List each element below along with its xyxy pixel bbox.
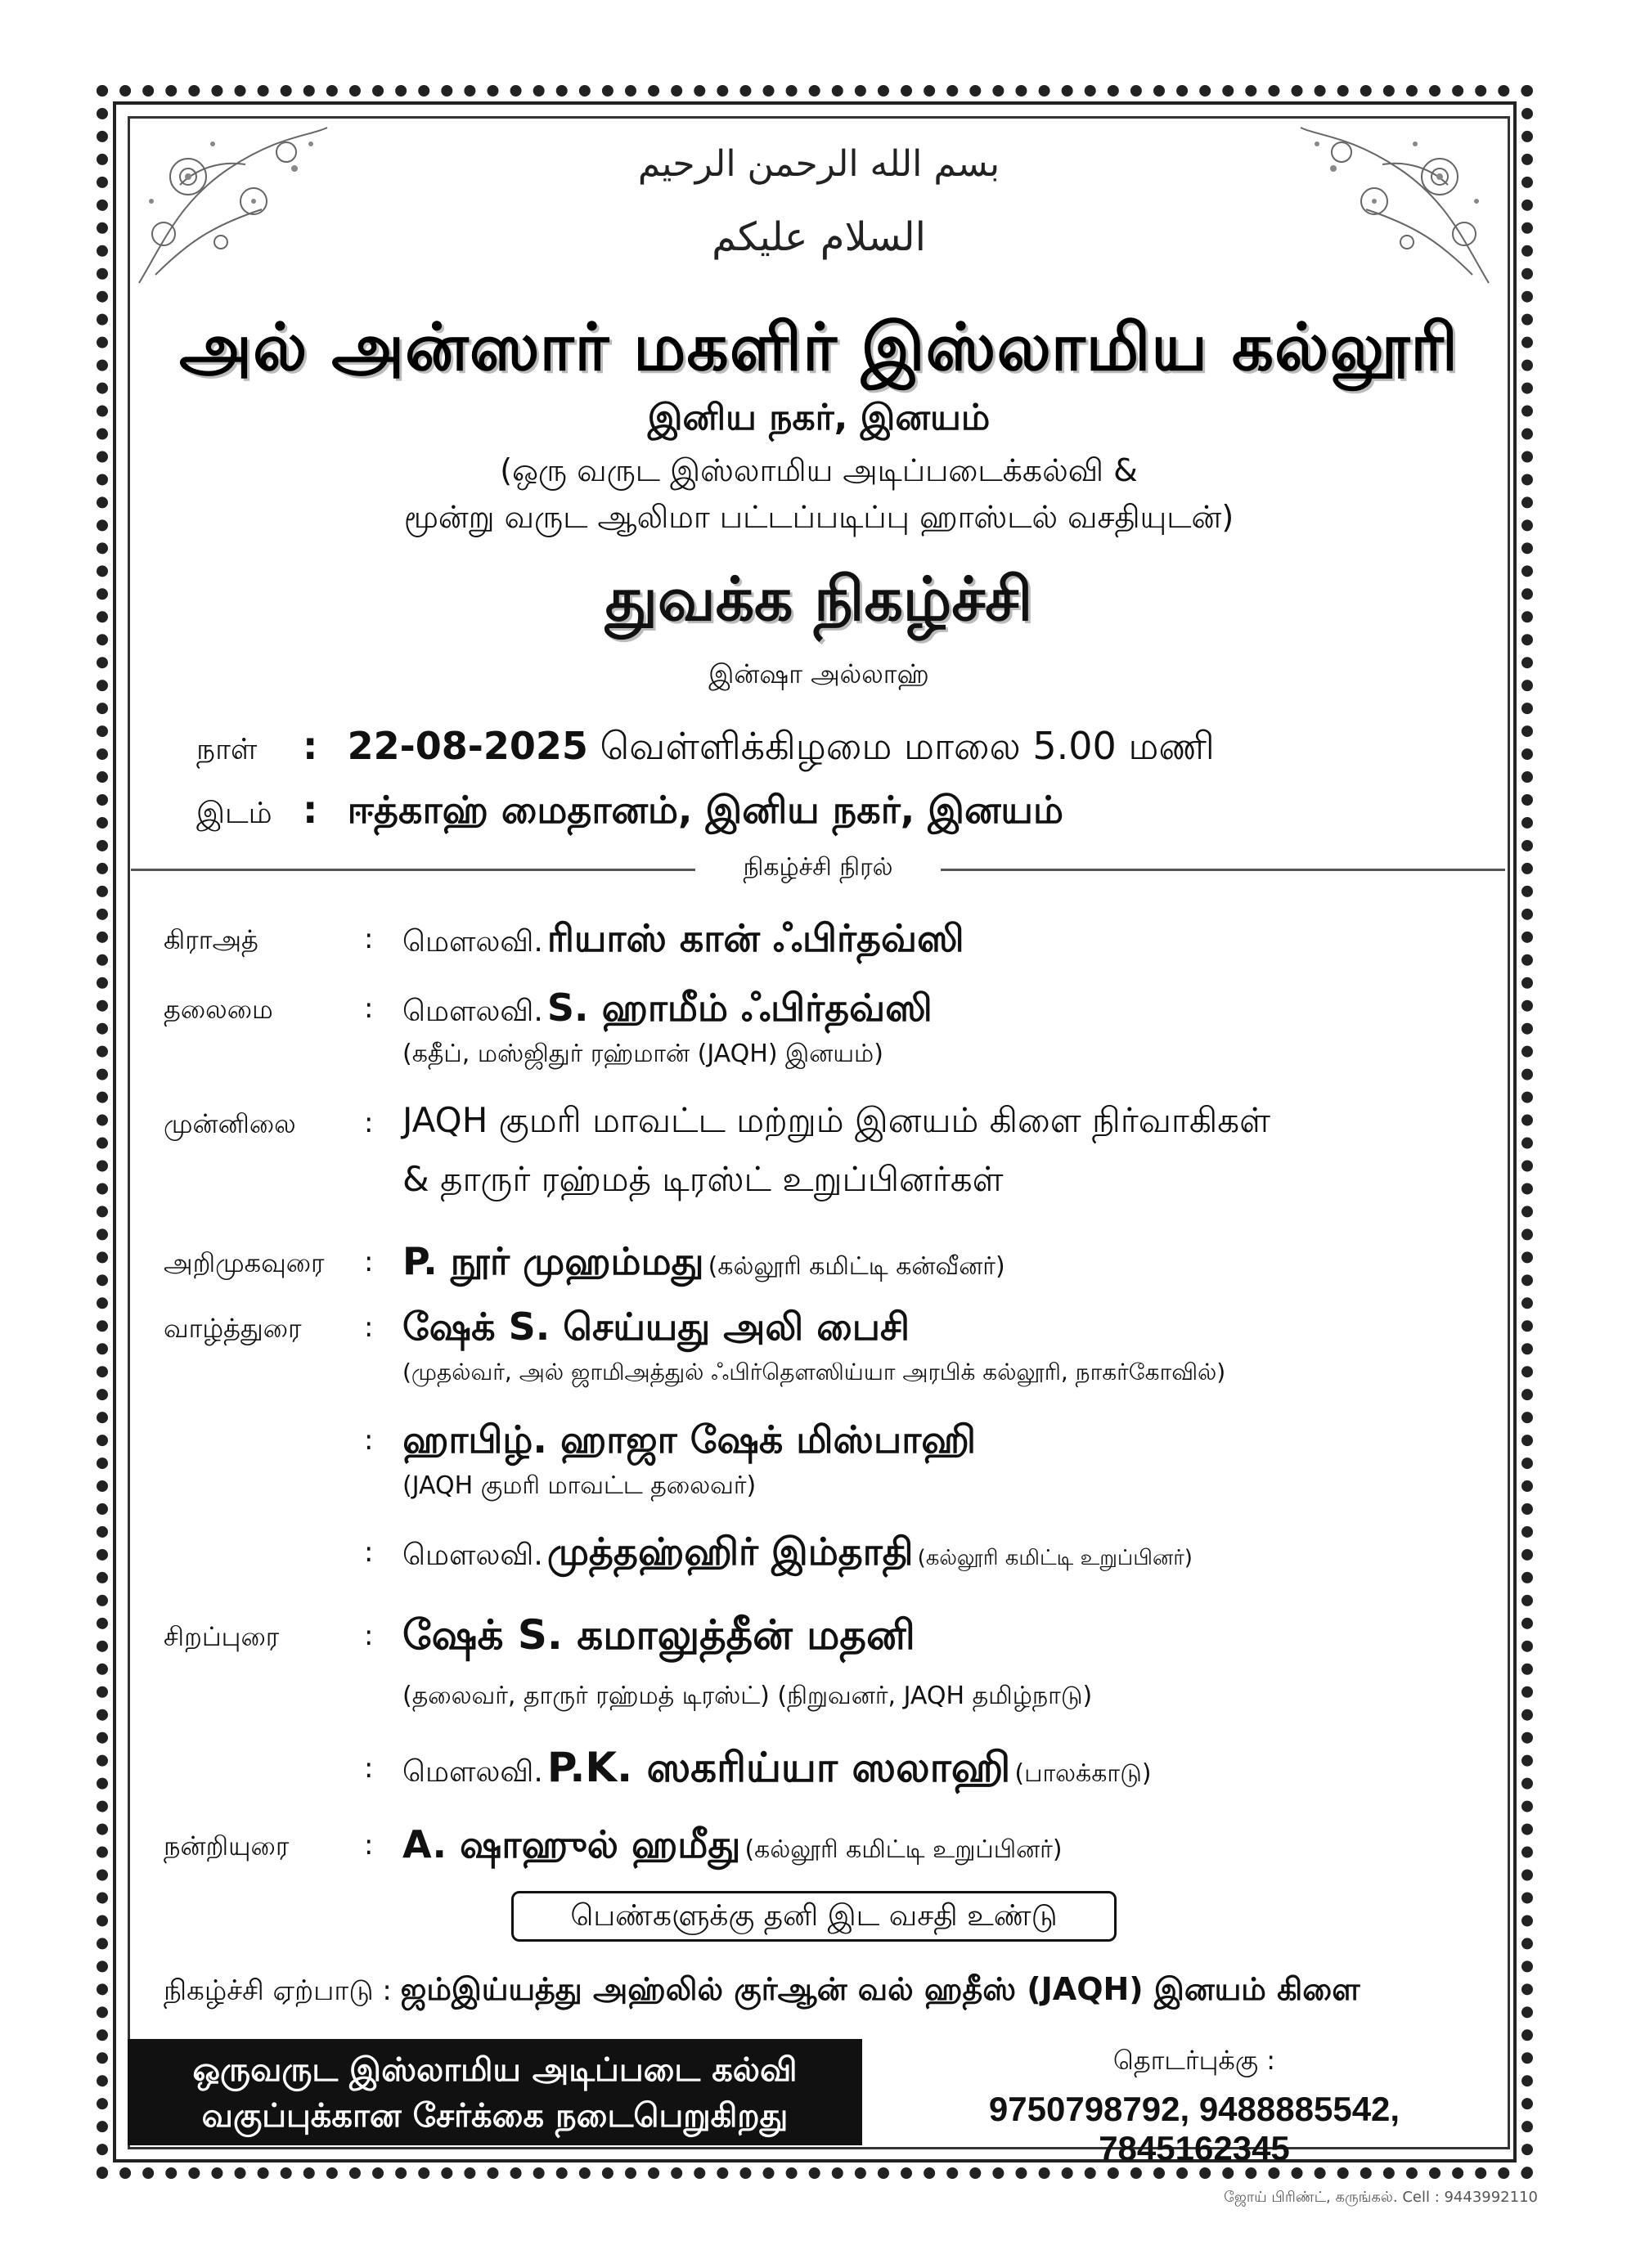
admission-banner <box>128 2039 862 2145</box>
speaker-name: ஹாபிழ். ஹாஜா ஷேக் மிஸ்பாஹி <box>402 1417 976 1462</box>
venue-value: ஈத்காஹ் மைதானம், இனிய நகர், இனயம் <box>347 788 1064 832</box>
speaker-name: P. நூர் முஹம்மது <box>402 1239 704 1283</box>
speaker-note: (தலைவர், தாருர் ரஹ்மத் டிரஸ்ட்) (நிறுவனர், JAQH தமிழ்நாடு) <box>402 1682 1093 1710</box>
speaker-note: (கல்லூரி கமிட்டி உறுப்பினர்) <box>744 1835 1063 1864</box>
name-prefix: மௌலவி. <box>402 925 543 959</box>
separate-seating-notice: பெண்களுக்கு தனி இட வசதி உண்டு <box>511 1891 1117 1942</box>
role-label: அறிமுகவுரை <box>164 1247 325 1278</box>
speaker-name: முத்தஹ்ஹிர் இம்தாதி <box>546 1529 914 1574</box>
programme-label: நிகழ்ச்சி நிரல் <box>695 853 941 885</box>
event-date-row: நாள் : 22-08-2025 வெள்ளிக்கிழமை மாலை 5.00 மணி <box>196 724 1215 774</box>
name-prefix: மௌலவி. <box>402 1755 543 1789</box>
speaker-note: (கல்லூரி கமிட்டி கன்வீனர்) <box>708 1252 1005 1281</box>
role-label: தலைமை <box>164 994 273 1025</box>
speaker-note: (JAQH குமரி மாவட்ட தலைவர்) <box>402 1471 757 1500</box>
printer-credit: ஜோய் பிரிண்ட், கருங்கல். Cell : 9443992110 <box>1224 2189 1538 2206</box>
venue-label: இடம் <box>196 797 272 830</box>
speaker-note: (முதல்வர், அல் ஜாமிஅத்துல் ஃபிர்தௌஸிய்யா அரபிக் கல்லூரி, நாகர்கோவில்) <box>402 1359 1226 1386</box>
college-location: இனிய நகர், இனயம் <box>647 397 991 438</box>
admission-line1: ஒருவருட இஸ்லாமிய அடிப்படை கல்வி <box>192 2051 798 2089</box>
college-name: அல் அன்ஸார் மகளிர் இஸ்லாமிய கல்லூரி <box>179 309 1458 385</box>
name-prefix: மௌலவி. <box>402 1538 543 1572</box>
organizer-value: ஜம்இய்யத்து அஹ்லில் குர்ஆன் வல் ஹதீஸ் (JAQH) இனயம் கிளை <box>400 1971 1360 2007</box>
presence-line1: JAQH குமரி மாவட்ட மற்றும் இனயம் கிளை நிர்வாகிகள் <box>402 1100 1271 1140</box>
role-label: வாழ்த்துரை <box>164 1313 302 1344</box>
event-venue-row: இடம் : ஈத்காஹ் மைதானம், இனிய நகர், இனயம் <box>196 788 1063 838</box>
speaker-name: ரியாஸ் கான் ஃபிர்தவ்ஸி <box>546 916 964 960</box>
speaker-name: P.K. ஸகரிய்யா ஸலாஹி <box>546 1744 1011 1791</box>
organizer-row: நிகழ்ச்சி ஏற்பாடு : ஜம்இய்யத்து அஹ்லில் குர்ஆன் வல் ஹதீஸ் (JAQH) இனயம் கிளை <box>164 1971 1360 2007</box>
role-label: முன்னிலை <box>164 1108 296 1139</box>
speaker-note: (கல்லூரி கமிட்டி உறுப்பினர்) <box>917 1546 1193 1570</box>
course-description-line2: மூன்று வருட ஆலிமா பட்டப்படிப்பு ஹாஸ்டல் வசதியுடன்) <box>403 499 1234 535</box>
date-value: 22-08-2025 <box>347 724 588 768</box>
speaker-name: S. ஹாமீம் ஃபிர்தவ்ஸி <box>546 986 933 1030</box>
speaker-name: ஷேக் S. கமாலுத்தீன் மதனி <box>402 1611 915 1659</box>
role-label: சிறப்புரை <box>164 1621 280 1652</box>
event-title: துவக்க நிகழ்ச்சி <box>605 564 1033 635</box>
date-day-time: வெள்ளிக்கிழமை மாலை 5.00 மணி <box>600 724 1215 768</box>
contact-phone-numbers: 9750798792, 9488885542, 7845162345 <box>988 2090 1400 2167</box>
name-prefix: மௌலவி. <box>402 995 543 1028</box>
role-label: நன்றியுரை <box>164 1830 290 1862</box>
organizer-label: நிகழ்ச்சி ஏற்பாடு <box>164 1974 374 2007</box>
presence-line2: & தாருர் ரஹ்மத் டிரஸ்ட் உறுப்பினர்கள் <box>402 1159 1004 1199</box>
salam-calligraphy: السلام عليكم <box>712 214 926 260</box>
contact-label: தொடர்புக்கு : <box>1112 2045 1276 2076</box>
role-label: கிராஅத் <box>164 924 258 955</box>
speaker-name: ஷேக் S. செய்யது அலி பைசி <box>402 1305 910 1349</box>
date-label: நாள் <box>196 733 258 766</box>
course-description-line1: (ஒரு வருட இஸ்லாமிய அடிப்படைக்கல்வி & <box>500 452 1138 488</box>
admission-line2: வகுப்புக்கான சேர்க்கை நடைபெறுகிறது <box>201 2097 789 2135</box>
speaker-note: (பாலக்காடு) <box>1014 1759 1152 1788</box>
bismillah-calligraphy: بسم الله الرحمن الرحيم <box>637 143 1000 185</box>
speaker-name: A. ஷாஹுல் ஹமீது <box>402 1822 741 1866</box>
inshaallah-text: இன்ஷா அல்லாஹ் <box>708 658 929 689</box>
speaker-note: (கதீப், மஸ்ஜிதுர் ரஹ்மான் (JAQH) இனயம்) <box>402 1040 883 1068</box>
